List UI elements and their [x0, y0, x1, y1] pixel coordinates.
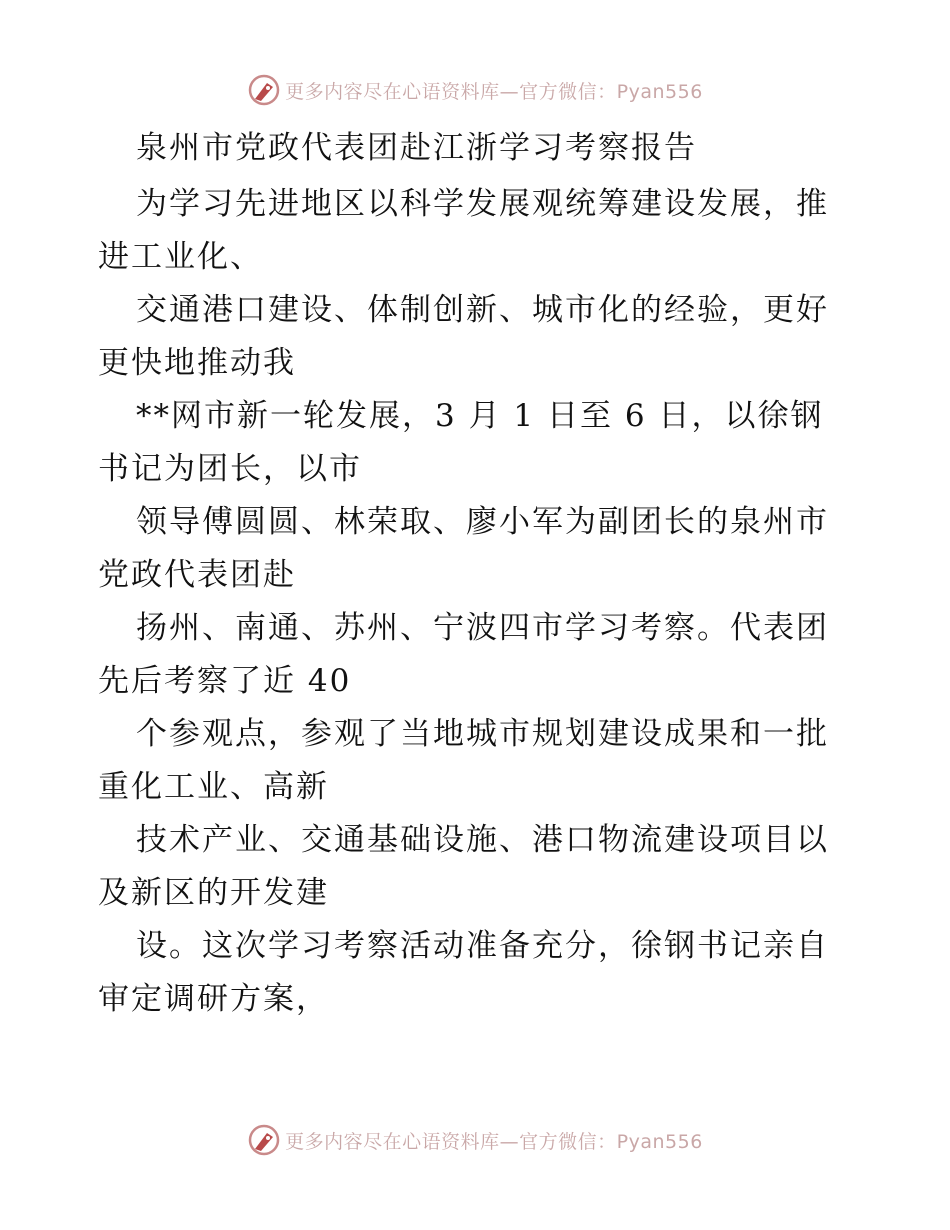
text-line: 进工业化、: [98, 239, 263, 275]
text-line: 书记为团长，以市: [98, 451, 362, 487]
text-line: **网市新一轮发展，3 月 1 日至 6 日，以徐钢: [136, 398, 824, 434]
text-line: 交通港口建设、体制创新、城市化的经验，更好: [136, 292, 829, 328]
text-line: 党政代表团赴: [98, 557, 296, 593]
text-line: 先后考察了近 40: [98, 663, 352, 699]
text-line: 扬州、南通、苏州、宁波四市学习考察。代表团: [136, 610, 829, 646]
pen-nib-logo-icon: [247, 73, 281, 107]
watermark-banner-top: [0, 70, 950, 110]
watermark-text: 更多内容尽在心语资料库—官方微信：Pyan556: [285, 1130, 703, 1153]
text-line: 审定调研方案，: [98, 981, 329, 1017]
text-line: 及新区的开发建: [98, 875, 329, 911]
pen-nib-logo-icon: [247, 1123, 281, 1157]
document-body: [98, 118, 858, 1026]
watermark-text: 更多内容尽在心语资料库—官方微信：Pyan556: [285, 80, 703, 103]
text-line: 为学习先进地区以科学发展观统筹建设发展，推: [136, 186, 829, 222]
document-title: 泉州市党政代表团赴江浙学习考察报告: [136, 130, 697, 166]
text-line: 技术产业、交通基础设施、港口物流建设项目以: [136, 822, 829, 858]
document-lines: [98, 178, 858, 1026]
text-line: 个参观点，参观了当地城市规划建设成果和一批: [136, 716, 829, 752]
text-line: 设。这次学习考察活动准备充分，徐钢书记亲自: [136, 928, 829, 964]
text-line: 更快地推动我: [98, 345, 296, 381]
text-line: 重化工业、高新: [98, 769, 329, 805]
watermark-banner-bottom: [0, 1120, 950, 1160]
text-line: 领导傅圆圆、林荣取、廖小军为副团长的泉州市: [136, 504, 829, 540]
